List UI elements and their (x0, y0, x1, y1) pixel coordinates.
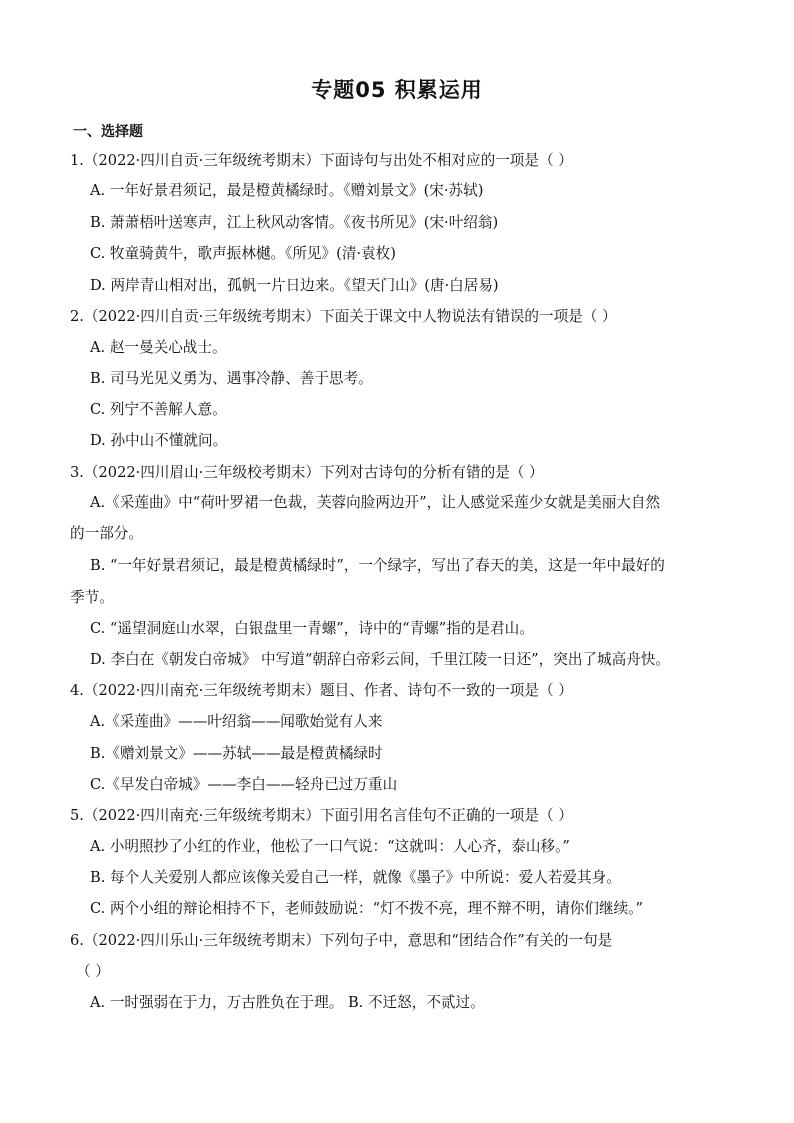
option-line: D. 李白在《朝发白帝城》 中写道“朝辞白帝彩云间，千里江陵一日还”，突出了城高舟快。 (90, 651, 670, 668)
option-line: C. 两个小组的辩论相持不下，老师鼓励说：“灯不拨不亮，理不辩不明，请你们继续。” (90, 900, 643, 917)
option-line: D. 孙中山不懂就问。 (90, 432, 228, 449)
option-line: B. 每个人关爱别人都应该像关爱自己一样，就像《墨子》中所说：爱人若爱其身。 (90, 869, 621, 886)
option-line: C. “遥望洞庭山水翠，白银盘里一青螺”，诗中的“青螺”指的是君山。 (90, 620, 534, 637)
section-heading: 一、选择题 (73, 124, 143, 140)
document-title: 专题05 积累运用 (311, 78, 483, 102)
option-line: D. 两岸青山相对出，孤帆一片日边来。《望天门山》(唐·白居易) (90, 277, 499, 294)
question-line: 1.（2022·四川自贡·三年级统考期末）下面诗句与出处不相对应的一项是（ ） (70, 152, 573, 169)
option-line: A.《采莲曲》——叶绍翁——闻歌始觉有人来 (90, 713, 383, 730)
option-line: A. 赵一曼关心战士。 (90, 339, 227, 356)
question-line: 的一部分。 (70, 525, 143, 542)
option-line: A. 一年好景君须记，最是橙黄橘绿时。《赠刘景文》(宋·苏轼) (90, 182, 484, 199)
question-line: 2.（2022·四川自贡·三年级统考期末）下面关于课文中人物说法有错误的一项是（ ） (70, 308, 617, 325)
option-line: A. 小明照抄了小红的作业，他松了一口气说：“这就叫：人心齐，泰山移。” (90, 838, 570, 855)
option-line: B.《赠刘景文》——苏轼——最是橙黄橘绿时 (90, 745, 383, 762)
option-line: B. 司马光见义勇为、遇事冷静、善于思考。 (90, 370, 373, 387)
question-line: 5.（2022·四川南充·三年级统考期末）下面引用名言佳句不正确的一项是（ ） (70, 807, 573, 824)
option-line: C. 列宁不善解人意。 (90, 401, 227, 418)
option-line: A.《采莲曲》中“荷叶罗裙一色裁，芙蓉向脸两边开”，让人感觉采莲少女就是美丽大自然 (90, 494, 661, 511)
question-line: 3.（2022·四川眉山·三年级校考期末）下列对古诗句的分析有错的是（ ） (70, 464, 544, 481)
option-line: B. “一年好景君须记，最是橙黄橘绿时”，一个绿字，写出了春天的美，这是一年中最好的 (90, 557, 665, 574)
question-line: 6.（2022·四川乐山·三年级统考期末）下列句子中，意思和“团结合作”有关的一句是 (70, 932, 613, 949)
question-line: 4.（2022·四川南充·三年级统考期末）题目、作者、诗句不一致的一项是（ ） (70, 682, 573, 699)
option-line: C. 牧童骑黄牛，歌声振林樾。《所见》(清·袁枚) (90, 245, 396, 262)
question-line: （ ） (76, 963, 110, 980)
question-line: 季节。 (70, 589, 114, 606)
option-line: C.《早发白帝城》——李白——轻舟已过万重山 (90, 776, 398, 793)
option-line: B. 萧萧梧叶送寒声，江上秋风动客情。《夜书所见》(宋·叶绍翁) (90, 214, 499, 231)
option-line: A. 一时强弱在于力，万古胜负在于理。 B. 不迁怒，不贰过。 (90, 994, 485, 1011)
